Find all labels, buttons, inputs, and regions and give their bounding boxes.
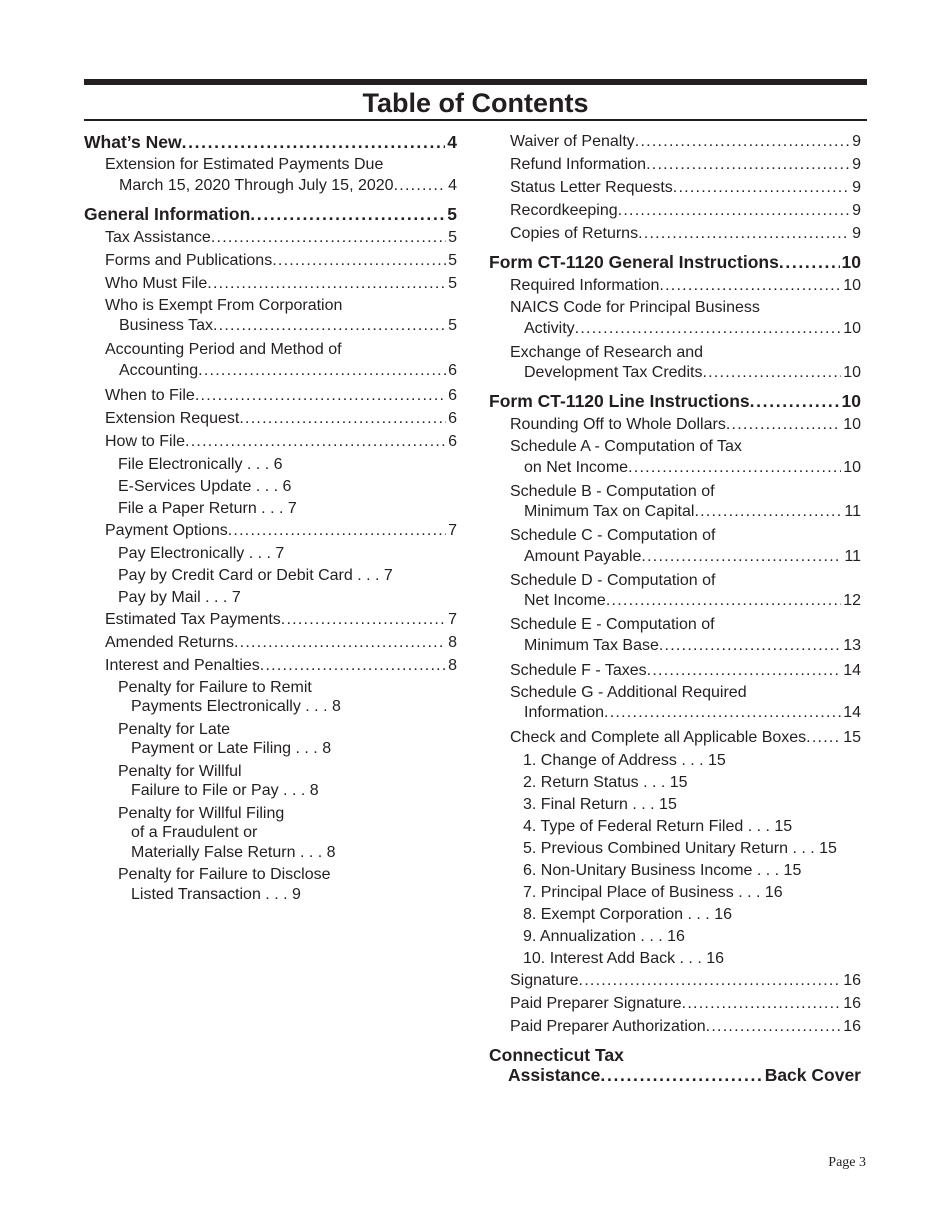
toc-schedule-c[interactable]: Schedule C - Computation of Amount Payable . . . 11 <box>489 526 861 568</box>
toc-copies-returns[interactable]: Copies of Returns . . . 9 <box>489 223 861 245</box>
toc-right-column <box>489 131 861 1085</box>
toc-general-information[interactable]: General Information . . . 5 <box>84 203 457 226</box>
toc-penalty-fraudulent[interactable]: Penalty for Willful Filing of a Fraudulent or Materially False Return . . . 8 <box>118 804 336 861</box>
toc-interest-penalties[interactable]: Interest and Penalties . . . 8 <box>84 655 457 677</box>
top-rule <box>84 79 867 85</box>
toc-box-exempt-corporation[interactable]: 8. Exempt Corporation . . . 16 <box>523 906 732 923</box>
toc-waiver-penalty[interactable]: Waiver of Penalty . . . 9 <box>489 131 861 153</box>
toc-file-electronically[interactable]: File Electronically . . . 6 <box>118 455 283 473</box>
toc-penalty-willful[interactable]: Penalty for Willful Failure to File or Pay . . . 8 <box>118 762 319 799</box>
toc-box-previous-combined[interactable]: 5. Previous Combined Unitary Return . . . 15 <box>523 840 837 857</box>
toc-whats-new[interactable]: What’s New . . . 4 <box>84 131 457 154</box>
toc-accounting-period[interactable]: Accounting Period and Method of Accounting . . . 6 <box>84 340 457 382</box>
toc-payment-options[interactable]: Payment Options . . . 7 <box>84 520 457 542</box>
toc-e-services-update[interactable]: E-Services Update . . . 6 <box>118 477 292 495</box>
toc-schedule-a[interactable]: Schedule A - Computation of Tax on Net Income . . . 10 <box>489 437 861 479</box>
toc-schedule-f[interactable]: Schedule F - Taxes . . . 14 <box>489 660 861 682</box>
toc-recordkeeping[interactable]: Recordkeeping . . . 9 <box>489 200 861 222</box>
toc-exchange-research-credits[interactable]: Exchange of Research and Development Tax Credits . . . 10 <box>489 343 861 385</box>
toc-who-must-file[interactable]: Who Must File . . . 5 <box>84 273 457 295</box>
toc-refund-information[interactable]: Refund Information . . . 9 <box>489 154 861 176</box>
toc-pay-by-mail[interactable]: Pay by Mail . . . 7 <box>118 588 241 606</box>
toc-pay-electronically[interactable]: Pay Electronically . . . 7 <box>118 544 285 562</box>
toc-connecticut-tax-assistance[interactable]: Connecticut Tax Assistance . . . Back Cover <box>489 1045 861 1085</box>
toc-status-letter[interactable]: Status Letter Requests . . . 9 <box>489 177 861 199</box>
toc-pay-credit-card[interactable]: Pay by Credit Card or Debit Card . . . 7 <box>118 566 393 584</box>
toc-required-information[interactable]: Required Information . . . 10 <box>489 275 861 297</box>
toc-general-instructions[interactable]: Form CT-1120 General Instructions . . . 10 <box>489 251 861 274</box>
toc-box-federal-return-type[interactable]: 4. Type of Federal Return Filed . . . 15 <box>523 818 793 835</box>
page-title: Table of Contents <box>362 88 589 118</box>
toc-tax-assistance[interactable]: Tax Assistance . . . 5 <box>84 227 457 249</box>
toc-schedule-b[interactable]: Schedule B - Computation of Minimum Tax on Capital . . . 11 <box>489 482 861 524</box>
toc-amended-returns[interactable]: Amended Returns . . . 8 <box>84 632 457 654</box>
toc-schedule-d[interactable]: Schedule D - Computation of Net Income . . . 12 <box>489 571 861 613</box>
toc-schedule-e[interactable]: Schedule E - Computation of Minimum Tax Base . . . 13 <box>489 615 861 657</box>
toc-box-principal-place[interactable]: 7. Principal Place of Business . . . 16 <box>523 884 783 901</box>
toc-left-column <box>84 131 457 907</box>
toc-line-instructions[interactable]: Form CT-1120 Line Instructions . . . 10 <box>489 390 861 413</box>
toc-forms-publications[interactable]: Forms and Publications . . . 5 <box>84 250 457 272</box>
toc-box-annualization[interactable]: 9. Annualization . . . 16 <box>523 928 685 945</box>
toc-penalty-disclose[interactable]: Penalty for Failure to Disclose Listed Transaction . . . 9 <box>118 866 331 903</box>
title-underline <box>84 119 867 121</box>
toc-who-is-exempt[interactable]: Who is Exempt From Corporation Business Tax . . . 5 <box>84 296 457 338</box>
toc-extension-request[interactable]: Extension Request . . . 6 <box>84 408 457 430</box>
page-number: Page 3 <box>828 1155 866 1170</box>
toc-how-to-file[interactable]: How to File . . . 6 <box>84 431 457 453</box>
toc-file-paper-return[interactable]: File a Paper Return . . . 7 <box>118 499 297 517</box>
toc-penalty-remit[interactable]: Penalty for Failure to Remit Payments Electronically . . . 8 <box>118 678 341 715</box>
toc-box-interest-add-back[interactable]: 10. Interest Add Back . . . 16 <box>523 950 725 967</box>
toc-when-to-file[interactable]: When to File . . . 6 <box>84 385 457 407</box>
toc-preparer-authorization[interactable]: Paid Preparer Authorization . . . 16 <box>489 1016 861 1038</box>
toc-estimated-tax-payments[interactable]: Estimated Tax Payments . . . 7 <box>84 609 457 631</box>
toc-box-final-return[interactable]: 3. Final Return . . . 15 <box>523 796 677 813</box>
toc-box-return-status[interactable]: 2. Return Status . . . 15 <box>523 774 688 791</box>
toc-signature[interactable]: Signature . . . 16 <box>489 970 861 992</box>
toc-penalty-late[interactable]: Penalty for Late Payment or Late Filing . . . 8 <box>118 720 332 757</box>
toc-rounding[interactable]: Rounding Off to Whole Dollars . . . 10 <box>489 414 861 436</box>
toc-box-non-unitary[interactable]: 6. Non-Unitary Business Income . . . 15 <box>523 862 802 879</box>
toc-extension-estimated-payments[interactable]: Extension for Estimated Payments Due March 15, 2020 Through July 15, 2020 . . . 4 <box>84 155 457 197</box>
toc-naics-code[interactable]: NAICS Code for Principal Business Activity . . . 10 <box>489 298 861 340</box>
toc-check-boxes[interactable]: Check and Complete all Applicable Boxes . . . 15 <box>489 727 861 749</box>
toc-preparer-signature[interactable]: Paid Preparer Signature . . . 16 <box>489 993 861 1015</box>
toc-schedule-g[interactable]: Schedule G - Additional Required Information . . . 14 <box>489 683 861 725</box>
toc-box-change-address[interactable]: 1. Change of Address . . . 15 <box>523 752 726 769</box>
